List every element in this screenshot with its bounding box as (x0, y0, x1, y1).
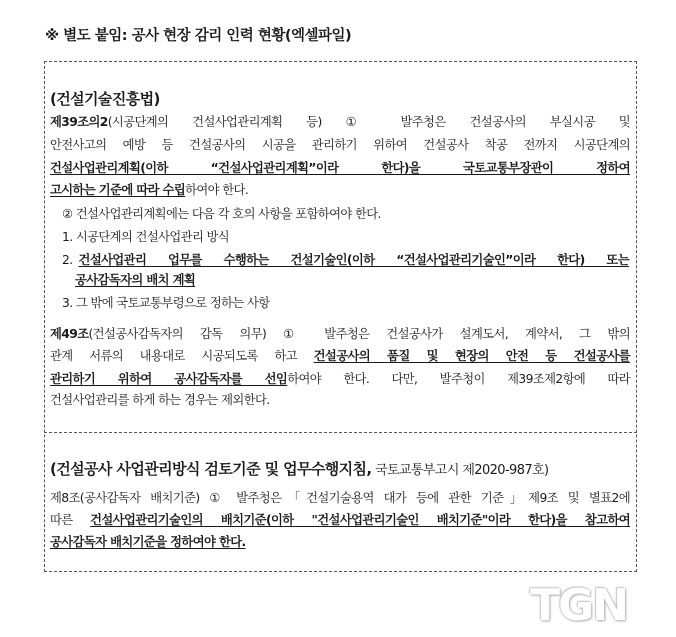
art49-line3 (50, 370, 630, 388)
art49-number: 제49조 (50, 327, 89, 341)
art39-number: 제39조의2 (50, 115, 108, 129)
art39-item3: 3. 그 밖에 국토교통부령으로 정하는 사항 (62, 296, 270, 310)
art39-line1-text: (시공단계의 건설사업관리계획 등) ① 발주청은 건설공사의 부실시공 및 (107, 115, 630, 129)
section1-title: (건설기술진흥법) (50, 90, 160, 108)
section2-title-sub: 국토교통부고시 제2020-987호) (371, 463, 549, 478)
art39-line3 (50, 159, 630, 177)
page-heading: ※ 별도 붙임: 공사 현장 감리 인력 현황(엑셀파일) (45, 28, 352, 44)
art49-line3-rest: 하여야 한다. 다만, 발주청이 제39조제2항에 따라 (287, 372, 630, 386)
art39-line4-underlined: 고시하는 기준에 따라 수립 (50, 183, 186, 197)
art39-line4-rest: 하여야 한다. (185, 183, 249, 197)
art49-line2 (50, 347, 630, 365)
art39-line2: 안전사고의 예방 등 건설공사의 시공을 관리하기 위하여 건설공사 착공 전까지 시공단계의 (50, 138, 630, 152)
art8-line2-text: 따른 (50, 513, 91, 527)
section2-title-main: (건설공사 사업관리방식 검토기준 및 업무수행지침, (50, 460, 372, 478)
art8-line2 (50, 511, 630, 529)
art49-line1 (50, 325, 630, 343)
tgn-watermark-logo: TGN (530, 580, 627, 631)
art39-line1 (50, 113, 630, 131)
art49-line1-text: (건설공사감독자의 감독 의무) ① 발주청은 건설공사가 설계도서, 계약서, 그 밖의 (88, 327, 630, 341)
section-divider (44, 432, 637, 433)
art39-paragraph2: ② 건설사업관리계획에는 다음 각 호의 사항을 포함하여야 한다. (62, 207, 381, 221)
art49-line2-text: 관계 서류의 내용대로 시공되도록 하고 (50, 349, 314, 363)
art39-item2-line2 (75, 271, 655, 289)
art39-item2-line1 (62, 251, 629, 269)
art8-line1: 제8조(공사감독자 배치기준) ① 발주청은「건설기술용역 대가 등에 관한 기준」제9조 및 별표2에 (50, 491, 630, 505)
section2-title (50, 458, 549, 479)
art39-item2-underlined2: 공사감독자의 배치 계획 (75, 273, 196, 287)
art49-line3-underlined: 관리하기 위하여 공사감독자를 선임 (50, 372, 288, 386)
art39-item2-number: 2. (62, 253, 73, 267)
art39-line4 (50, 181, 630, 199)
art39-line3-underlined: 건설사업관리계획(이하 “건설사업관리계획”이라 한다)을 국토교통부장관이 정하여 (50, 161, 630, 175)
art8-line3-underlined: 공사감독자 배치기준을 정하여야 한다. (50, 535, 246, 549)
art49-line2-underlined: 건설공사의 품질 및 현장의 안전 등 건설공사를 (313, 349, 630, 363)
art39-item2-underlined1: 건설사업관리 업무를 수행하는 건설기술인(이하 “건설사업관리기술인”이라 한다) 또는 (78, 253, 629, 267)
art8-line3 (50, 533, 630, 551)
art49-line4: 건설사업관리를 하게 하는 경우는 제외한다. (50, 393, 270, 407)
art8-line2-underlined: 건설사업관리기술인의 배치기준(이하 "건설사업관리기술인 배치기준"이라 한다)을 참고하여 (90, 513, 631, 527)
art39-item1: 1. 시공단계의 건설사업관리 방식 (62, 230, 230, 244)
